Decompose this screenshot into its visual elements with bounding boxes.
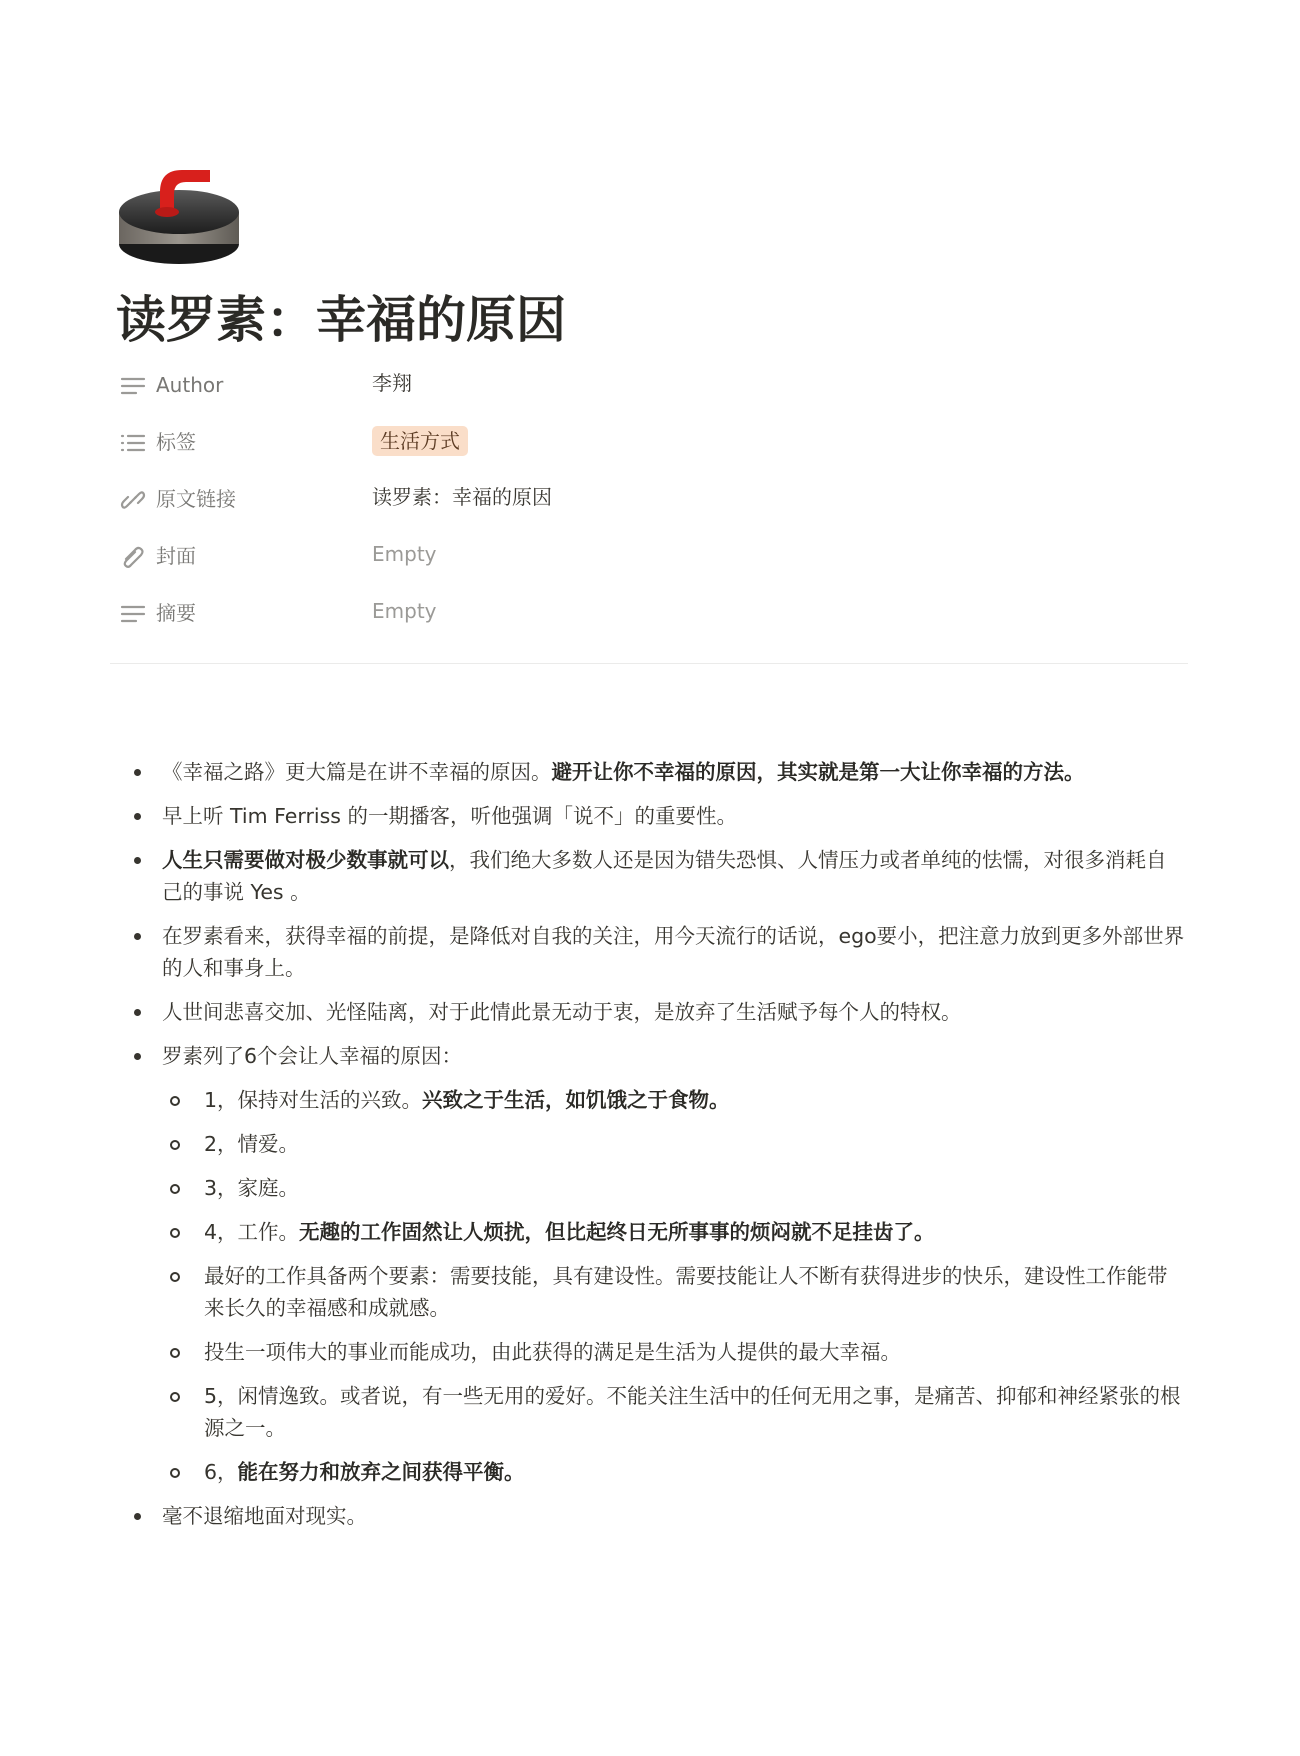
property-value-tags[interactable] <box>372 426 468 456</box>
properties-panel <box>116 357 1186 642</box>
property-value-summary[interactable]: Empty <box>372 599 437 623</box>
property-label: 原文链接 <box>156 487 236 511</box>
tag-chip[interactable]: 生活方式 <box>372 426 468 456</box>
list-item-text: 4，工作。无趣的工作固然让人烦扰，但比起终日无所事事的烦闷就不足挂齿了。 <box>204 1220 935 1244</box>
list-item[interactable] <box>116 996 1186 1028</box>
text-lines-icon <box>120 375 146 397</box>
property-value-cover[interactable]: Empty <box>372 542 437 566</box>
list-item-text: 人生只需要做对极少数事就可以，我们绝大多数人还是因为错失恐惧、人情压力或者单纯的怯懦，对很多消耗自己的事说 Yes 。 <box>162 848 1167 904</box>
list-item-text: 在罗素看来，获得幸福的前提，是降低对自我的关注，用今天流行的话说，ego要小，把注意力放到更多外部世界的人和事身上。 <box>162 924 1185 980</box>
bullet-icon <box>134 933 141 940</box>
list-item-text: 《幸福之路》更大篇是在讲不幸福的原因。避开让你不幸福的原因，其实就是第一大让你幸福的方法。 <box>162 760 1085 784</box>
property-value-link[interactable]: 读罗素：幸福的原因 <box>372 485 552 509</box>
nested-list <box>116 1084 1186 1488</box>
nested-list-item[interactable] <box>204 1084 1186 1116</box>
divider <box>110 663 1188 664</box>
list-item[interactable] <box>116 1040 1186 1488</box>
page-title[interactable]: 读罗素：幸福的原因 <box>116 291 566 349</box>
hollow-bullet-icon <box>170 1348 180 1358</box>
list-icon <box>120 432 146 454</box>
property-author[interactable] <box>116 357 1186 414</box>
hollow-bullet-icon <box>170 1184 180 1194</box>
list-item-text: 3，家庭。 <box>204 1176 300 1200</box>
bullet-icon <box>134 857 141 864</box>
hollow-bullet-icon <box>170 1392 180 1402</box>
property-summary[interactable] <box>116 585 1186 642</box>
list-item-text: 5，闲情逸致。或者说，有一些无用的爱好。不能关注生活中的任何无用之事，是痛苦、抑郁和神经紧张的根源之一。 <box>204 1384 1181 1440</box>
property-label: 摘要 <box>156 601 196 625</box>
bullet-icon <box>134 1053 141 1060</box>
list-item[interactable] <box>116 920 1186 984</box>
nested-list-item[interactable] <box>204 1128 1186 1160</box>
list-item[interactable] <box>116 1500 1186 1532</box>
hollow-bullet-icon <box>170 1228 180 1238</box>
property-tags[interactable] <box>116 414 1186 471</box>
text-lines-icon <box>120 603 146 625</box>
nested-list-item[interactable] <box>204 1216 1186 1248</box>
bullet-icon <box>134 1513 141 1520</box>
hollow-bullet-icon <box>170 1096 180 1106</box>
nested-list-item[interactable] <box>204 1336 1186 1368</box>
bullet-icon <box>134 769 141 776</box>
hollow-bullet-icon <box>170 1468 180 1478</box>
hollow-bullet-icon <box>170 1140 180 1150</box>
nested-list-item[interactable] <box>204 1380 1186 1444</box>
list-item-text: 人世间悲喜交加、光怪陆离，对于此情此景无动于衷，是放弃了生活赋予每个人的特权。 <box>162 1000 962 1024</box>
list-item-text: 投生一项伟大的事业而能成功，由此获得的满足是生活为人提供的最大幸福。 <box>204 1340 901 1364</box>
bullet-icon <box>134 813 141 820</box>
bulleted-list <box>116 756 1186 1532</box>
property-label: Author <box>156 373 224 397</box>
page-content <box>116 756 1186 1544</box>
nested-list-item[interactable] <box>204 1260 1186 1324</box>
list-item-text: 6，能在努力和放弃之间获得平衡。 <box>204 1460 525 1484</box>
list-item-text: 1，保持对生活的兴致。兴致之于生活，如饥饿之于食物。 <box>204 1088 730 1112</box>
list-item-text: 早上听 Tim Ferriss 的一期播客，听他强调「说不」的重要性。 <box>162 804 737 828</box>
list-item-text: 毫不退缩地面对现实。 <box>162 1504 367 1528</box>
bullet-icon <box>134 1009 141 1016</box>
property-label: 标签 <box>156 430 196 454</box>
paperclip-icon <box>120 546 146 568</box>
curling-stone-icon[interactable] <box>116 160 242 268</box>
list-item-text: 最好的工作具备两个要素：需要技能，具有建设性。需要技能让人不断有获得进步的快乐，建设性工作能带来长久的幸福感和成就感。 <box>204 1264 1168 1320</box>
property-source-link[interactable] <box>116 471 1186 528</box>
list-item[interactable] <box>116 800 1186 832</box>
link-icon <box>120 489 146 511</box>
property-cover[interactable] <box>116 528 1186 585</box>
nested-list-item[interactable] <box>204 1456 1186 1488</box>
list-item-text: 2，情爱。 <box>204 1132 300 1156</box>
hollow-bullet-icon <box>170 1272 180 1282</box>
list-item[interactable] <box>116 844 1186 908</box>
nested-list-item[interactable] <box>204 1172 1186 1204</box>
property-label: 封面 <box>156 544 196 568</box>
list-item[interactable] <box>116 756 1186 788</box>
property-value-author[interactable]: 李翔 <box>372 371 412 395</box>
list-item-text: 罗素列了6个会让人幸福的原因： <box>162 1044 463 1068</box>
